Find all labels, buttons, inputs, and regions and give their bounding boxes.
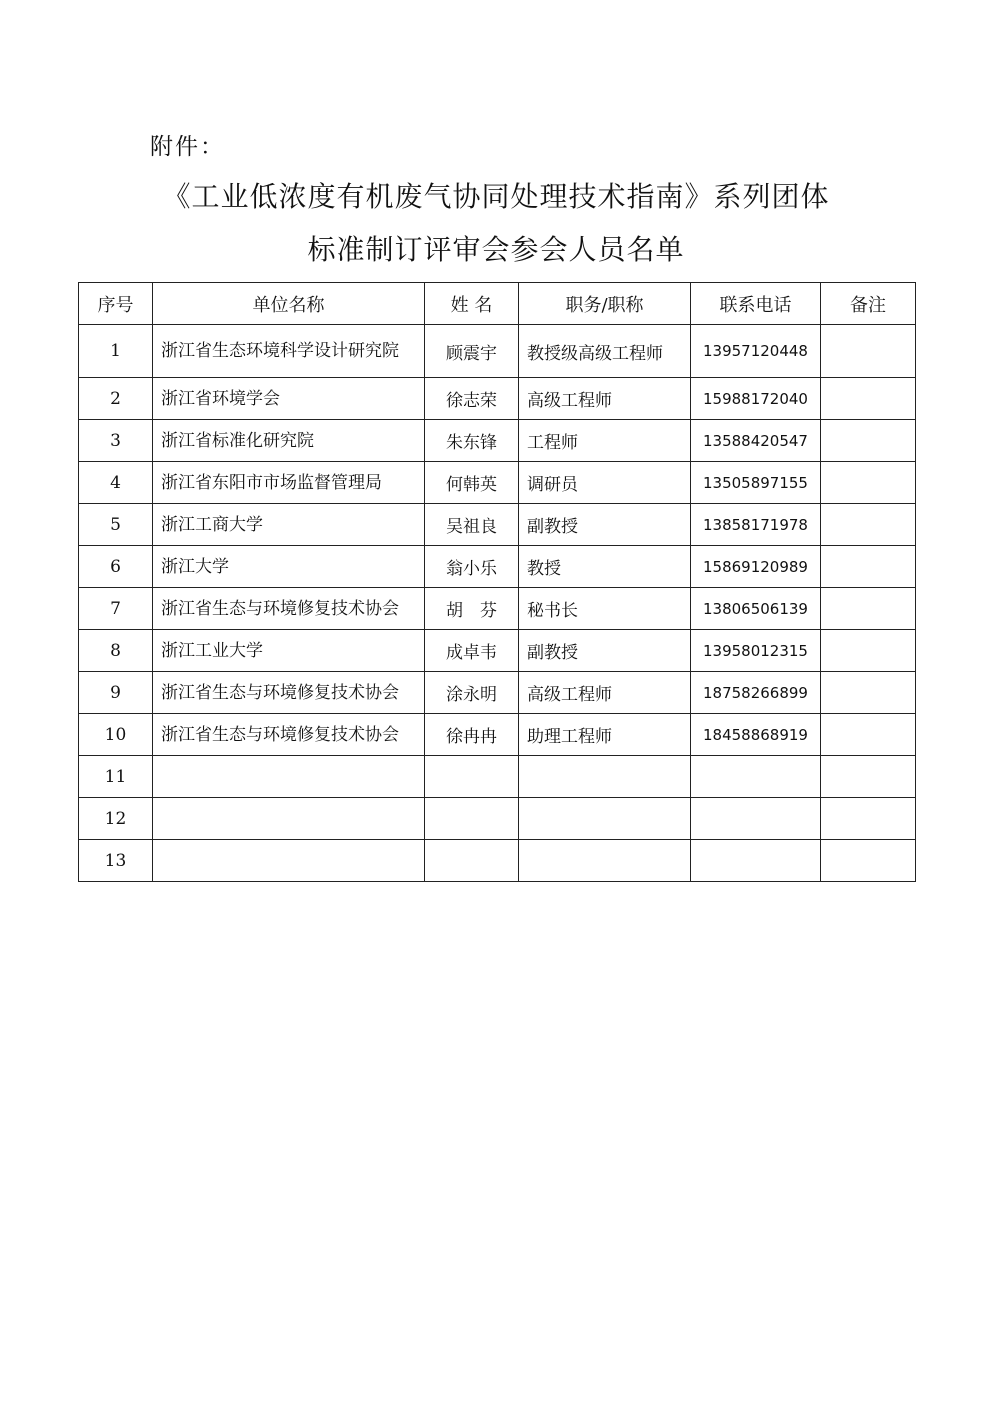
table-row [79, 756, 916, 798]
cell-position: 副教授 [519, 504, 691, 546]
cell-name: 朱东锋 [425, 420, 519, 462]
cell-org [153, 798, 425, 840]
cell-org [153, 840, 425, 882]
cell-no: 10 [79, 714, 153, 756]
cell-no: 5 [79, 504, 153, 546]
cell-note [821, 588, 916, 630]
table-row [79, 420, 916, 462]
header-org: 单位名称 [153, 283, 425, 325]
cell-position: 秘书长 [519, 588, 691, 630]
cell-note [821, 462, 916, 504]
cell-no: 1 [79, 325, 153, 378]
cell-name: 徐冉冉 [425, 714, 519, 756]
table-row [79, 798, 916, 840]
attachment-label: 附件： [150, 134, 225, 160]
header-name: 姓 名 [425, 283, 519, 325]
cell-position: 高级工程师 [519, 378, 691, 420]
table-row [79, 840, 916, 882]
cell-phone: 13858171978 [691, 504, 821, 546]
table-row [79, 462, 916, 504]
cell-name [425, 756, 519, 798]
cell-name [425, 798, 519, 840]
cell-no: 7 [79, 588, 153, 630]
header-phone: 联系电话 [691, 283, 821, 325]
cell-phone: 13505897155 [691, 462, 821, 504]
cell-position: 工程师 [519, 420, 691, 462]
table-row [79, 546, 916, 588]
cell-position: 助理工程师 [519, 714, 691, 756]
cell-note [821, 714, 916, 756]
cell-org: 浙江省环境学会 [153, 378, 425, 420]
cell-note [821, 630, 916, 672]
cell-no: 8 [79, 630, 153, 672]
cell-no: 11 [79, 756, 153, 798]
table-row [79, 588, 916, 630]
cell-name: 成卓韦 [425, 630, 519, 672]
cell-position [519, 798, 691, 840]
cell-no: 12 [79, 798, 153, 840]
cell-name: 何韩英 [425, 462, 519, 504]
cell-position: 教授级高级工程师 [519, 325, 691, 378]
cell-org [153, 756, 425, 798]
cell-org: 浙江省生态与环境修复技术协会 [153, 672, 425, 714]
cell-position: 副教授 [519, 630, 691, 672]
cell-note [821, 840, 916, 882]
document-title-line-2: 标准制订评审会参会人员名单 [307, 233, 685, 266]
cell-phone [691, 756, 821, 798]
cell-position [519, 840, 691, 882]
cell-phone [691, 798, 821, 840]
cell-org: 浙江省生态与环境修复技术协会 [153, 714, 425, 756]
cell-name: 胡 芬 [425, 588, 519, 630]
table-row [79, 325, 916, 378]
cell-no: 4 [79, 462, 153, 504]
cell-name: 吴祖良 [425, 504, 519, 546]
table-row [79, 714, 916, 756]
cell-org: 浙江省标准化研究院 [153, 420, 425, 462]
table-row [79, 630, 916, 672]
cell-org: 浙江省东阳市市场监督管理局 [153, 462, 425, 504]
attendee-table [78, 282, 916, 882]
cell-position: 教授 [519, 546, 691, 588]
cell-note [821, 546, 916, 588]
cell-phone: 15869120989 [691, 546, 821, 588]
cell-org: 浙江省生态与环境修复技术协会 [153, 588, 425, 630]
cell-phone: 13957120448 [691, 325, 821, 378]
cell-phone: 13806506139 [691, 588, 821, 630]
cell-org: 浙江大学 [153, 546, 425, 588]
table-header-row [79, 283, 916, 325]
cell-phone: 18758266899 [691, 672, 821, 714]
cell-no: 13 [79, 840, 153, 882]
cell-note [821, 756, 916, 798]
cell-org: 浙江工商大学 [153, 504, 425, 546]
cell-name [425, 840, 519, 882]
cell-org: 浙江省生态环境科学设计研究院 [153, 325, 425, 378]
cell-phone [691, 840, 821, 882]
cell-no: 2 [79, 378, 153, 420]
cell-org: 浙江工业大学 [153, 630, 425, 672]
cell-note [821, 420, 916, 462]
cell-no: 6 [79, 546, 153, 588]
cell-position: 高级工程师 [519, 672, 691, 714]
cell-phone: 13588420547 [691, 420, 821, 462]
cell-phone: 18458868919 [691, 714, 821, 756]
cell-name: 徐志荣 [425, 378, 519, 420]
cell-name: 顾震宇 [425, 325, 519, 378]
cell-position: 调研员 [519, 462, 691, 504]
header-no: 序号 [79, 283, 153, 325]
header-note: 备注 [821, 283, 916, 325]
document-title-line-1: 《工业低浓度有机废气协同处理技术指南》系列团体 [162, 180, 830, 213]
cell-name: 涂永明 [425, 672, 519, 714]
table-row [79, 672, 916, 714]
cell-note [821, 504, 916, 546]
cell-phone: 15988172040 [691, 378, 821, 420]
cell-no: 9 [79, 672, 153, 714]
cell-no: 3 [79, 420, 153, 462]
cell-position [519, 756, 691, 798]
header-position: 职务/职称 [519, 283, 691, 325]
table-row [79, 378, 916, 420]
table-row [79, 504, 916, 546]
cell-note [821, 798, 916, 840]
cell-note [821, 378, 916, 420]
cell-name: 翁小乐 [425, 546, 519, 588]
cell-note [821, 325, 916, 378]
cell-phone: 13958012315 [691, 630, 821, 672]
cell-note [821, 672, 916, 714]
